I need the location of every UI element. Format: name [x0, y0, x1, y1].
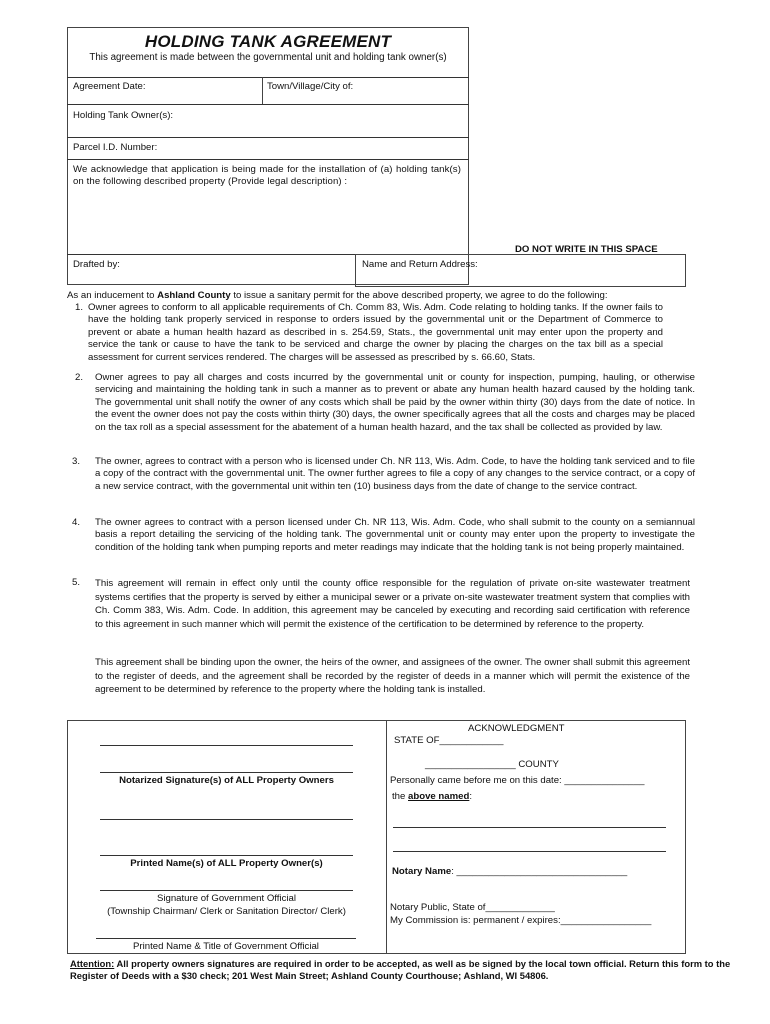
- notary-name-field[interactable]: [392, 866, 627, 878]
- gov-signature-sub-label: (Township Chairman/ Clerk or Sanitation Director/ Clerk): [107, 906, 346, 917]
- divider: [67, 104, 469, 105]
- item-5-text: This agreement will remain in effect only until the county office responsible for the regulation of private on-site wastewater treatment systems certifies that the property is served by either a municipal sewer or a private on-site wastewater treatment system that complies with Ch. Comm 383, Wis. Adm. Code. In addition, this agreement may be canceled by executing and recording said certification with reference to this agreement in such manner which will permit the existence of the certification to be determined by reference to the property.: [95, 578, 690, 630]
- gov-printed-label: Printed Name & Title of Government Official: [133, 941, 319, 952]
- personally-field[interactable]: Personally came before me on this date: _______________: [390, 775, 645, 786]
- binding-text: This agreement shall be binding upon the owner, the heirs of the owner, and assignees of the owner. The owner shall submit this agreement to the register of deeds, and the agreement shall be recorded by the register of deeds in a manner which will permit the existence of the agreement to be determined by reference to the property where the holding tank is installed.: [95, 657, 690, 696]
- ack-title: ACKNOWLEDGMENT: [468, 723, 565, 734]
- above-named-text: [392, 791, 472, 803]
- item-number: 1.: [75, 302, 84, 313]
- attention-label: Attention:: [70, 958, 115, 969]
- attention-note: [70, 958, 738, 982]
- above-named: above named: [408, 791, 470, 802]
- owner-name-line[interactable]: [100, 819, 353, 820]
- do-not-write-label: DO NOT WRITE IN THIS SPACE: [515, 244, 658, 255]
- item-4-text: The owner agrees to contract with a person licensed under Ch. NR 113, Wis. Adm. Code, who shall submit to the county on a semiannual basis a report detailing the servicing of the holding tank. The governmental unit or county may enter upon the property to investigate the condition of the holding tank when pumping reports and meter readings may indicate that the holding tank is not being properly maintained.: [95, 517, 695, 553]
- gov-printed-line[interactable]: [96, 938, 356, 939]
- return-address-field[interactable]: Name and Return Address:: [362, 259, 478, 270]
- notary-signature-line[interactable]: [393, 827, 666, 828]
- divider: [386, 720, 387, 954]
- owners-field[interactable]: Holding Tank Owner(s):: [73, 110, 174, 121]
- divider: [67, 137, 469, 138]
- attention-text: All property owners signatures are required in order to be accepted, as well as be signed by the local town official. Return this form to the Register of Deeds with a $30 check; 201 West Main Street; Ashland County Courthouse; Ashland, WI 54806.: [70, 958, 731, 982]
- item-3-text: The owner, agrees to contract with a person who is licensed under Ch. NR 113, Wis. Adm. Code, to have the holding tank serviced and to file a copy of the contract with the governmental unit. The owner further agrees to file a copy of any changes to the service contract, or a copy of a new service contract, with the governmental unit within ten (10) business days from the date of change to the service contract.: [95, 456, 695, 492]
- agreement-date-field[interactable]: Agreement Date:: [73, 81, 146, 92]
- notary-signature-line[interactable]: [393, 851, 666, 852]
- header-box: [67, 27, 469, 285]
- divider: [262, 77, 263, 104]
- notarized-signature-label: Notarized Signature(s) of ALL Property Owners: [119, 775, 334, 786]
- legal-description-field[interactable]: We acknowledge that application is being made for the installation of (a) holding tank(s) on the following described property (Provide legal description) :: [73, 164, 461, 188]
- intro-county: Ashland County: [157, 290, 231, 301]
- state-field[interactable]: STATE OF____________: [394, 735, 504, 746]
- owner-signature-line[interactable]: [100, 772, 353, 773]
- item-number: 5.: [72, 577, 81, 588]
- item-number: 3.: [72, 456, 81, 467]
- intro-text: [67, 290, 697, 302]
- above-post: :: [469, 791, 473, 802]
- item-number: 2.: [75, 372, 84, 383]
- printed-name-label: Printed Name(s) of ALL Property Owner(s): [130, 858, 323, 869]
- divider: [67, 159, 469, 160]
- page-subtitle: This agreement is made between the governmental unit and holding tank owner(s): [89, 52, 447, 63]
- page-title: HOLDING TANK AGREEMENT: [144, 32, 392, 51]
- above-pre: the: [392, 791, 409, 802]
- county-field[interactable]: _________________ COUNTY: [425, 759, 559, 770]
- intro-post: to issue a sanitary permit for the above described property, we agree to do the following:: [230, 290, 608, 301]
- item-2-text: Owner agrees to pay all charges and costs incurred by the governmental unit or county for inspection, pumping, hauling, or otherwise servicing and maintaining the holding tank in such a manner as to prevent or abate any human health hazard caused by the holding tank. The governmental unit shall notify the owner of any costs which shall be paid by the owner within thirty (30) days from the date of notice. In the event the owner does not pay the costs within thirty (30) days, the owner specifically agrees that all the costs and charges may be placed on the tax roll as a special assessment for the abatement of a human health hazard, and the tax shall be collected as provided by law.: [95, 372, 695, 433]
- drafted-by-field[interactable]: Drafted by:: [73, 259, 120, 270]
- owner-name-line[interactable]: [100, 855, 353, 856]
- notary-name-line: : ________________________________: [451, 866, 628, 877]
- commission-field[interactable]: My Commission is: permanent / expires:_________________: [390, 915, 652, 926]
- item-1-text: Owner agrees to conform to all applicable requirements of Ch. Comm 83, Wis. Adm. Code relating to holding tanks. If the owner fails to have the holding tank properly serviced in response to orders issued by the governmental unit or the Department of Commerce to prevent or abate a human health hazard as described in s. 254.59, Stats., the governmental unit may enter upon the property and service the tank or cause to have the tank to be serviced and charge the owner by placing the charges on the tax bill as a special assessment for current services rendered. The charges will be assessed as prescribed by s. 66.60, Stats.: [88, 302, 663, 363]
- item-number: 4.: [72, 517, 81, 528]
- parcel-field[interactable]: Parcel I.D. Number:: [73, 142, 158, 153]
- divider: [67, 77, 469, 78]
- owner-signature-line[interactable]: [100, 745, 353, 746]
- intro-pre: As an inducement to: [67, 290, 158, 301]
- gov-signature-label: Signature of Government Official: [156, 893, 296, 904]
- gov-signature-line[interactable]: [100, 890, 353, 891]
- notary-name-label: Notary Name: [392, 866, 452, 877]
- town-field[interactable]: Town/Village/City of:: [267, 81, 354, 92]
- notary-public-field[interactable]: Notary Public, State of_____________: [390, 902, 555, 913]
